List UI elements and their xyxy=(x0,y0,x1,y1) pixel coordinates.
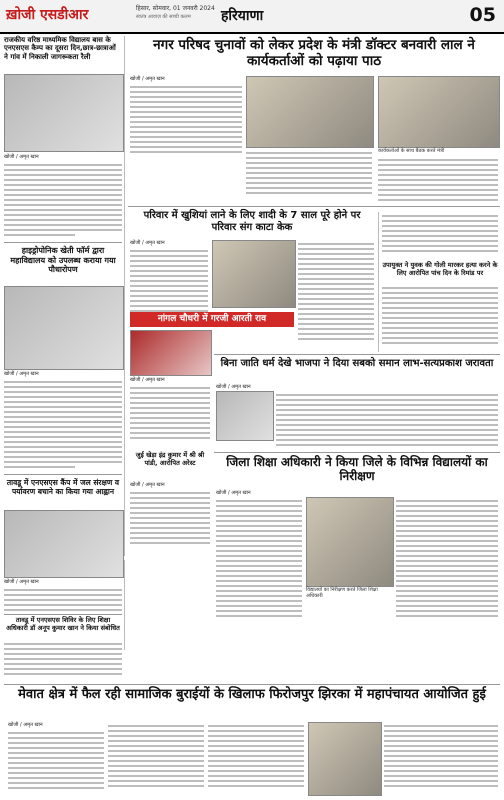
tagline: स्वतंत्र आवाज़ की सच्ची कलम xyxy=(136,14,191,20)
red-banner: नांगल चौधरी में गरजी आरती राव xyxy=(130,312,294,327)
banner-body xyxy=(130,384,210,444)
article-body xyxy=(4,161,122,239)
article-headline: तावडू में एनएसएस कैंप में जल संरक्षण व पर्यावरण बचाने का किया गया आह्वान xyxy=(6,478,120,496)
family-headline: परिवार में खुशियां लाने के लिए शादी के 7 साल पूरे होने पर परिवार संग काटा केक xyxy=(143,210,361,233)
divider xyxy=(4,614,122,615)
mewat-body xyxy=(8,729,104,795)
bjp-body xyxy=(276,391,498,451)
article-headline: तावडू में एनएसएस शिविर के लिए शिक्षा अधिकारी डॉ अनूप कुमार खान ने किया संबोधित xyxy=(6,616,120,632)
divider xyxy=(214,452,500,453)
article-headline: जुई खेड़ा इंद्र कुमार में श्री श्री पांडी, आरोपित अरेस्ट xyxy=(135,451,205,467)
article-body xyxy=(4,586,122,612)
bjp-photo xyxy=(216,391,274,441)
article-body xyxy=(382,212,498,258)
deo-body xyxy=(396,497,498,629)
column-divider xyxy=(124,36,125,556)
divider xyxy=(4,474,122,475)
lead-body xyxy=(378,156,498,204)
divider xyxy=(214,354,500,355)
article-headline: उपायुक्त ने युवक की गोली मारकर हत्या करने के लिए आरोपित पांच दिन के रिमांड पर xyxy=(382,261,498,277)
mewat-photo xyxy=(308,722,382,796)
divider xyxy=(4,242,122,243)
article-photo xyxy=(4,286,124,370)
rally-photo xyxy=(130,330,212,376)
article-body xyxy=(4,378,122,470)
mewat-body xyxy=(108,722,204,796)
divider xyxy=(4,684,500,685)
mewat-byline: खोजी / अमृत खान xyxy=(8,722,43,728)
lead-photo xyxy=(378,76,500,148)
article-body xyxy=(382,284,498,350)
article-byline: खोजी / अमृत खान xyxy=(130,482,165,488)
article-byline: खोजी / अमृत खान xyxy=(4,579,39,585)
article-byline: खोजी / अमृत खान xyxy=(4,371,39,377)
article-headline: राजकीय वरिष्ठ माध्यमिक विद्यालय बास के एनएसएस कैम्प का दूसरा दिन,छात्र-छात्राओं ने गांव में निकाली जागरूकता रैली xyxy=(4,36,116,61)
newspaper-logo: ख़ोजी एसडीआर xyxy=(6,7,89,23)
mewat-headline: मेवात क्षेत्र में फैल रही सामाजिक बुराईयों के खिलाफ फिरोजपुर झिरका में महापंचायत आयोजित हुई xyxy=(18,687,486,702)
lead-byline: खोजी / अमृत खान xyxy=(130,76,165,82)
lead-caption: कार्यकर्ताओं के साथ बैठक करते मंत्री xyxy=(378,148,445,154)
lead-body xyxy=(130,83,242,155)
article-photo xyxy=(4,74,124,152)
family-byline: खोजी / अमृत खान xyxy=(130,240,165,246)
column-divider xyxy=(378,212,379,352)
lead-headline: नगर परिषद चुनावों को लेकर प्रदेश के मंत्री डॉक्टर बनवारी लाल ने कार्यकर्ताओं को पढ़ाया पाठ xyxy=(153,37,475,69)
bjp-byline: खोजी / अमृत खान xyxy=(216,384,251,390)
family-photo xyxy=(212,240,296,308)
article-headline: हाइड्रोपोनिक खेती फॉर्म द्वारा महाविद्यालय को उपलब्ध कराया गया पौधारोपण xyxy=(10,246,116,275)
banner-byline: खोजी / अमृत खान xyxy=(130,377,165,383)
issue-date: हिसार, सोमवार, 01 जनवरी 2024 xyxy=(136,5,215,12)
deo-headline: जिला शिक्षा अधिकारी ने किया जिले के विभिन्न विद्यालयों का निरीक्षण xyxy=(226,455,488,483)
deo-photo xyxy=(306,497,394,587)
page-number: 05 xyxy=(469,4,496,26)
article-photo xyxy=(4,510,124,578)
lead-photo xyxy=(246,76,374,148)
deo-caption: विद्यालयों का निरीक्षण करते जिला शिक्षा अधिकारी xyxy=(306,587,378,599)
divider xyxy=(128,206,500,207)
article-body xyxy=(4,640,122,680)
mewat-body xyxy=(208,722,304,796)
section-title: हरियाणा xyxy=(221,8,264,24)
deo-body xyxy=(216,497,302,629)
family-body xyxy=(298,240,374,348)
article-body xyxy=(130,489,210,551)
column-divider xyxy=(124,560,125,650)
article-byline: खोजी / अमृत खान xyxy=(4,154,39,160)
mewat-body xyxy=(384,722,498,796)
masthead xyxy=(0,0,504,34)
lead-body xyxy=(246,149,372,199)
deo-byline: खोजी / अमृत खान xyxy=(216,490,251,496)
bjp-headline: बिना जाति धर्म देखे भाजपा ने दिया सबको समान लाभ-सत्यप्रकाश जरावता xyxy=(220,358,494,369)
